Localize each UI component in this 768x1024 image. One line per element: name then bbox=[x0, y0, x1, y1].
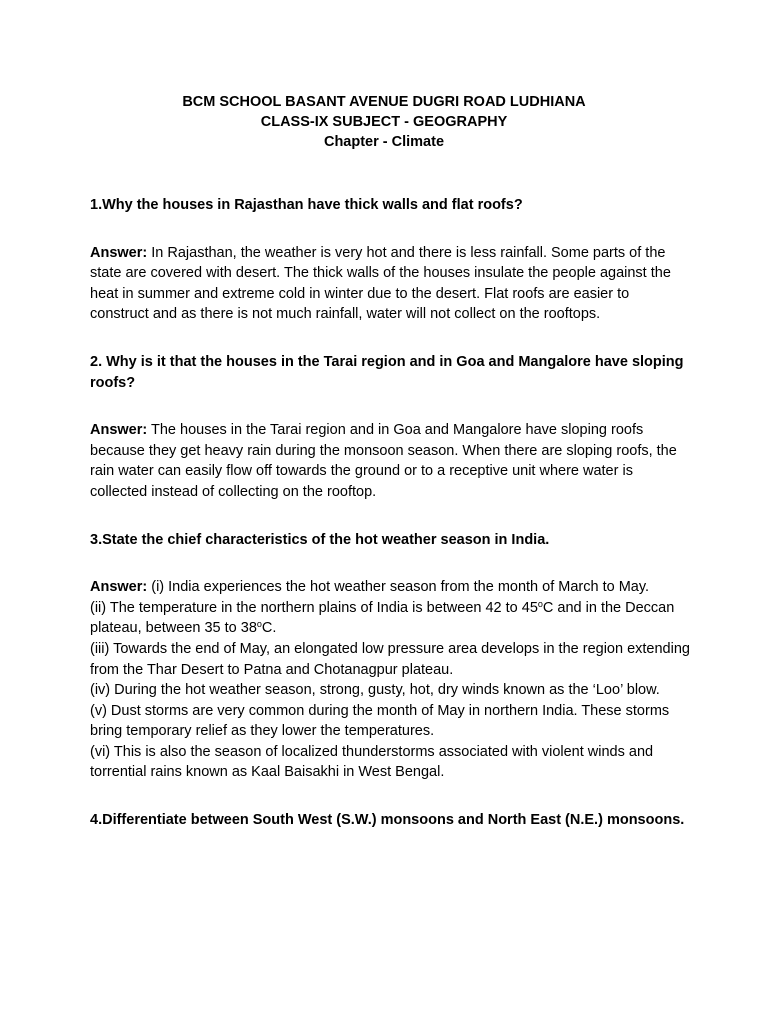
answer-1-text: In Rajasthan, the weather is very hot and there is less rainfall. Some parts of the state are covered with desert. The thick walls of the houses insulate the people against the heat in summer and extreme cold in winter due to the desert. Flat roofs are easier to construct and as there is not much rainfall, water will not collect on the rooftops. bbox=[90, 244, 671, 323]
question-4: 4.Differentiate between South West (S.W.) monsoons and North East (N.E.) monsoons. bbox=[90, 812, 685, 829]
answer-1 bbox=[90, 243, 690, 325]
answer-2 bbox=[90, 420, 690, 502]
answer-3-point-i bbox=[90, 577, 690, 598]
answer-3-point-ii bbox=[90, 598, 690, 639]
answer-3-point-iv: (iv) During the hot weather season, strong, gusty, hot, dry winds known as the ‘Loo’ blow. bbox=[90, 682, 660, 699]
question-2: 2. Why is it that the houses in the Tarai region and in Goa and Mangalore have sloping roofs? bbox=[90, 353, 684, 391]
question-3: 3.State the chief characteristics of the hot weather season in India. bbox=[90, 531, 550, 548]
answer-3 bbox=[90, 577, 690, 783]
answer-3-point-iii: (iii) Towards the end of May, an elongated low pressure area develops in the region extending from the Thar Desert to Patna and Chotanagpur plateau. bbox=[90, 640, 690, 678]
point-ii-text-c: C. bbox=[261, 620, 277, 637]
document-header bbox=[0, 92, 768, 152]
school-name: BCM SCHOOL BASANT AVENUE DUGRI ROAD LUDHIANA bbox=[182, 94, 586, 110]
point-ii-text-a: (ii) The temperature in the northern plains of India is between 42 to 45 bbox=[90, 599, 538, 616]
answer-3-point-vi: (vi) This is also the season of localized thunderstorms associated with violent winds and torrential rains known as Kaal Baisakhi in West Bengal. bbox=[90, 743, 654, 781]
document-body bbox=[90, 195, 690, 831]
point-ii-text-b: C and in the Deccan plateau, between 35 to 38 bbox=[90, 599, 675, 637]
answer-label: Answer: bbox=[90, 422, 148, 439]
class-subject: CLASS-IX SUBJECT - GEOGRAPHY bbox=[260, 114, 508, 130]
question-1: 1.Why the houses in Rajasthan have thick walls and flat roofs? bbox=[90, 197, 523, 213]
chapter-title: Chapter - Climate bbox=[323, 134, 445, 150]
degree-sup: o bbox=[537, 598, 543, 609]
point-i-text: (i) India experiences the hot weather season from the month of March to May. bbox=[147, 579, 650, 596]
answer-3-point-v: (v) Dust storms are very common during the month of May in northern India. These storms bring temporary relief as they lower the temperatures. bbox=[90, 702, 670, 740]
answer-label: Answer: bbox=[90, 244, 148, 261]
answer-label: Answer: bbox=[90, 579, 148, 596]
degree-sup: o bbox=[256, 619, 262, 630]
answer-2-text: The houses in the Tarai region and in Goa and Mangalore have sloping roofs because they get heavy rain during the monsoon season. When there are sloping roofs, the rain water can easily flow off towards the ground or to a receptive unit where water is collected instead of collecting on the rooftop. bbox=[90, 422, 677, 500]
